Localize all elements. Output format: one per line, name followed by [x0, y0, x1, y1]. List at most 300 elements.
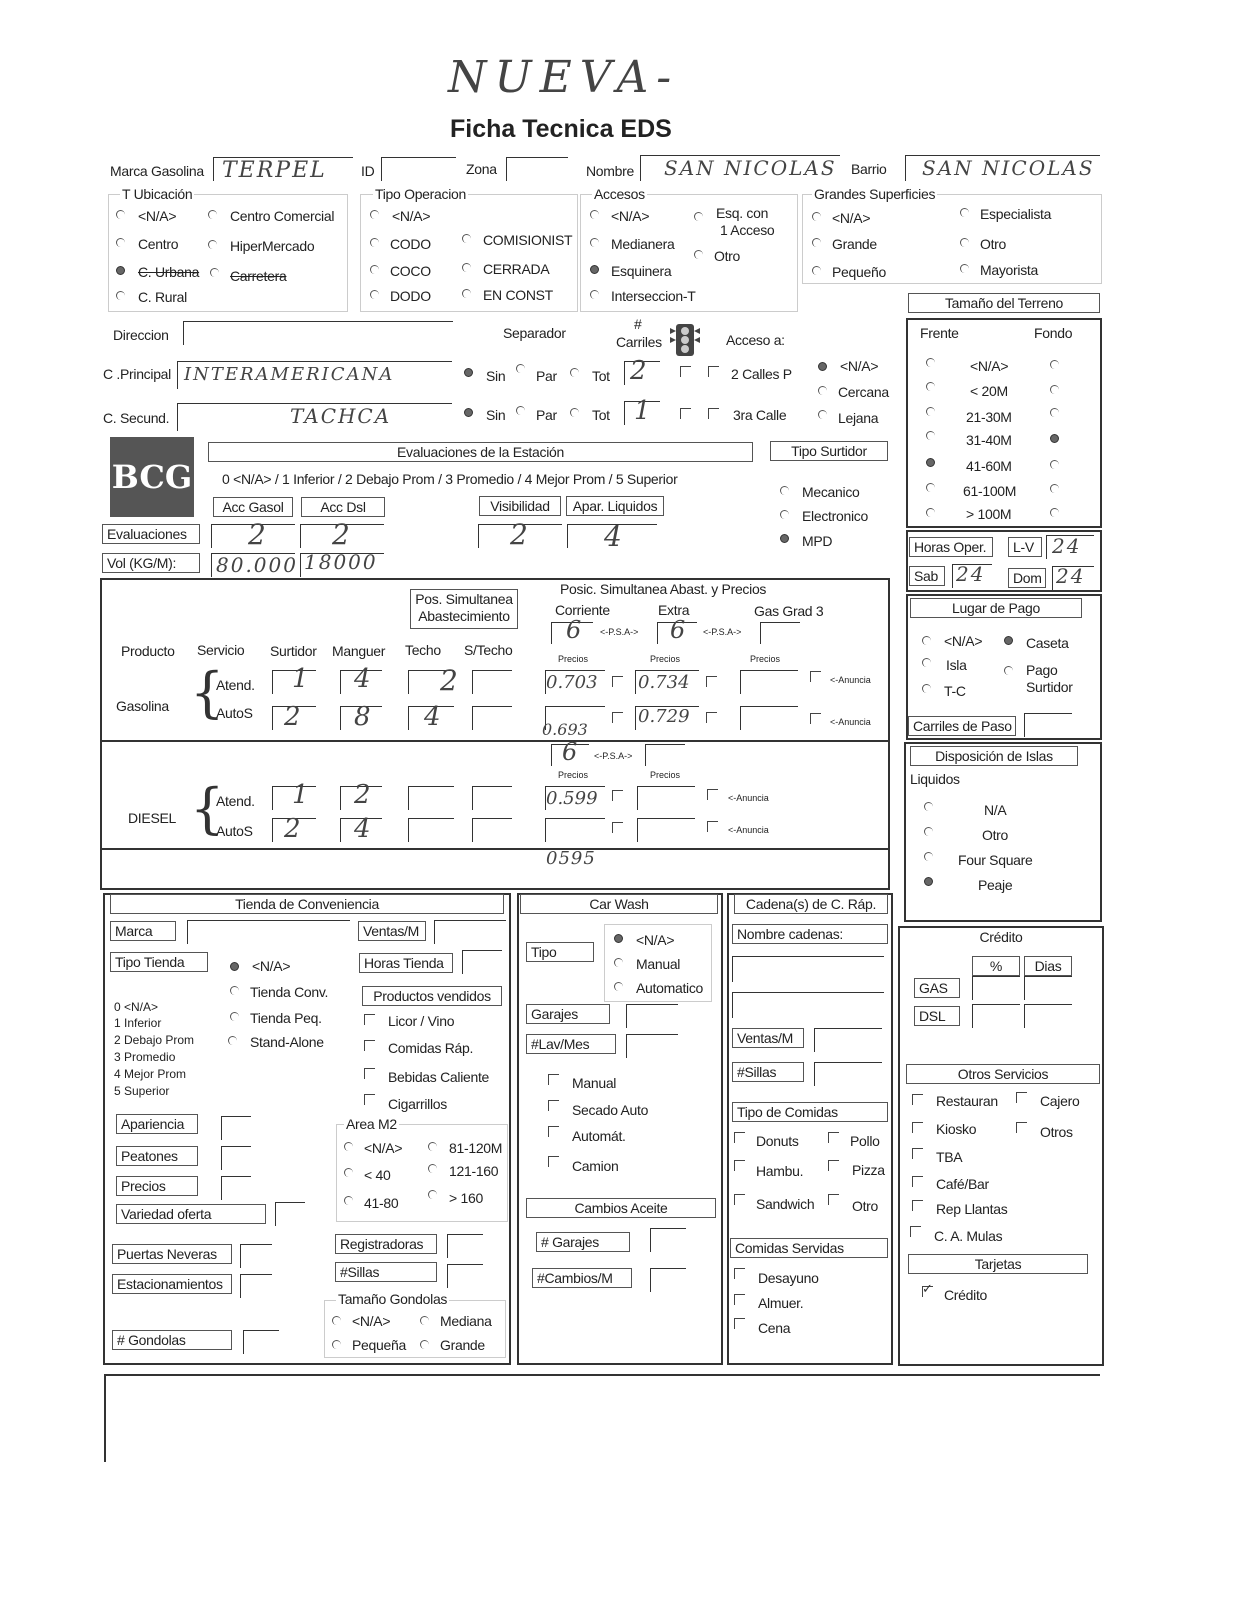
gas-atend-label: Atend.	[216, 677, 255, 693]
com-pizza-label: Pizza	[852, 1162, 885, 1178]
principal-par-radio[interactable]	[516, 364, 525, 373]
d-psa-value: 6	[562, 738, 580, 766]
calles2-check[interactable]	[708, 366, 719, 377]
calle3-check[interactable]	[708, 408, 719, 419]
sab-label: Sab	[909, 566, 945, 586]
anuncia-d-au-check[interactable]	[707, 821, 718, 832]
anuncia-gas-au-label: <-Anuncia	[830, 717, 871, 727]
p-grad-au-field[interactable]	[740, 706, 798, 730]
horas-tienda-field[interactable]	[462, 950, 502, 974]
com-otro-label: Otro	[852, 1198, 879, 1214]
peatones-label: Peatones	[116, 1146, 198, 1166]
cw-auto-radio[interactable]	[614, 982, 623, 991]
traffic-light-icon	[670, 322, 700, 358]
com-pollo-check[interactable]	[828, 1132, 839, 1143]
horas-tienda-label: Horas Tienda	[359, 953, 453, 973]
surt-electronico-radio[interactable]	[780, 510, 789, 519]
tt-peq-radio[interactable]	[230, 1012, 239, 1021]
notes-left-line	[104, 1374, 106, 1462]
ubic-hiper-label: HiperMercado	[230, 238, 315, 254]
otros-cafe-label: Café/Bar	[936, 1176, 989, 1192]
dom-label: Dom	[1008, 568, 1046, 588]
otros-kiosko-check[interactable]	[912, 1122, 923, 1133]
prod-bebidas-check[interactable]	[364, 1068, 375, 1079]
area-na-radio[interactable]	[344, 1142, 353, 1151]
cw-na-radio[interactable]	[614, 934, 623, 943]
terreno-title: Tamaño del Terreno	[908, 293, 1100, 313]
apariencia-label: Apariencia	[116, 1114, 198, 1134]
islas-four-label: Four Square	[958, 852, 1033, 868]
variedad-field[interactable]	[275, 1202, 305, 1226]
pago-title: Lugar de Pago	[910, 598, 1082, 618]
d-au-techo-field[interactable]	[408, 818, 454, 842]
puertas-label: Puertas Neveras	[112, 1244, 232, 1264]
gondolas-field[interactable]	[243, 1330, 279, 1354]
secund-label: C. Secund.	[103, 410, 170, 426]
op-codo-label: CODO	[390, 236, 431, 252]
op-dodo-label: DODO	[390, 288, 431, 304]
otros-cajero-check[interactable]	[1016, 1092, 1027, 1103]
p-grad-at-field[interactable]	[740, 670, 798, 694]
otros-llantas-check[interactable]	[912, 1200, 923, 1211]
frente-61100-radio[interactable]	[926, 483, 935, 492]
col-surtidor: Surtidor	[270, 643, 317, 659]
acc-medianera-radio[interactable]	[590, 238, 599, 247]
cadena-nombre-field-1[interactable]	[732, 956, 884, 982]
zona-label: Zona	[466, 161, 497, 177]
area-121-label: 121-160	[449, 1163, 499, 1179]
terreno-20-label: < 20M	[970, 383, 1008, 399]
g-at-stecho-field[interactable]	[472, 670, 512, 694]
p-extra-au-check[interactable]	[706, 712, 717, 723]
anuncia-gas-at-check[interactable]	[810, 671, 821, 682]
otros-restauran-check[interactable]	[912, 1094, 923, 1105]
direccion-field[interactable]	[183, 321, 453, 345]
pago-surtidor-label: Surtidor	[1026, 679, 1073, 695]
area-160-radio[interactable]	[428, 1190, 437, 1199]
acc-esq-label: Esq. con	[716, 205, 769, 221]
pos-sim-label	[410, 589, 518, 629]
frente-label: Frente	[920, 325, 959, 341]
tt-na-radio[interactable]	[230, 962, 239, 971]
prod-licor-label: Licor / Vino	[388, 1013, 455, 1029]
islas-otro-label: Otro	[982, 827, 1009, 843]
anuncia-d-at-check[interactable]	[707, 789, 718, 800]
pago-isla-radio[interactable]	[922, 658, 931, 667]
nombre-label: Nombre	[586, 163, 634, 179]
g-at-techo-value: 2	[440, 664, 460, 697]
gs-mayorista-radio[interactable]	[960, 264, 969, 273]
otros-cafe-check[interactable]	[912, 1176, 923, 1187]
anuncia-gas-au-check[interactable]	[810, 713, 821, 724]
g-at-surt-value: 1	[292, 664, 311, 694]
tt-na-label: <N/A>	[252, 958, 291, 974]
op-coco-label: COCO	[390, 263, 431, 279]
ubic-centro-radio[interactable]	[116, 238, 125, 247]
ubic-cc-label: Centro Comercial	[230, 208, 335, 224]
cw-lav-field[interactable]	[626, 1034, 678, 1058]
fondo-na-radio[interactable]	[1050, 360, 1059, 369]
ubicacion-title: T Ubicación	[122, 186, 193, 202]
prod-licor-check[interactable]	[364, 1014, 375, 1025]
producto-divider-1	[100, 740, 890, 742]
acc-esq-radio[interactable]	[694, 212, 703, 221]
n-cambios-field[interactable]	[650, 1268, 686, 1292]
gs-pequeno-radio[interactable]	[812, 266, 821, 275]
surtidor-title: Tipo Surtidor	[770, 441, 888, 461]
precios-field[interactable]	[221, 1176, 251, 1200]
prod-comidas-check[interactable]	[364, 1040, 375, 1051]
secund-carriles-value: 1	[634, 396, 653, 426]
operacion-title: Tipo Operacion	[375, 186, 466, 202]
op-coco-radio[interactable]	[370, 265, 379, 274]
pago-surtidor-radio[interactable]	[1004, 666, 1013, 675]
d-at-stecho-field[interactable]	[472, 786, 512, 810]
principal-par-label: Par	[536, 368, 557, 384]
tipo-tienda-label: Tipo Tienda	[110, 952, 208, 972]
otros-title: Otros Servicios	[906, 1064, 1100, 1084]
d-p-at-check[interactable]	[612, 790, 623, 801]
tienda-scale-5: 5 Superior	[114, 1084, 170, 1098]
tienda-sillas-field[interactable]	[447, 1264, 483, 1288]
d-p-au-check[interactable]	[612, 822, 623, 833]
acc-cercana-label: Cercana	[838, 384, 889, 400]
area-81-radio[interactable]	[428, 1142, 437, 1151]
handwritten-title: NUEVA-	[448, 52, 680, 103]
frente-3140-radio[interactable]	[926, 431, 935, 440]
gasolina-brace: {	[190, 661, 225, 724]
tienda-sillas-label: #Sillas	[335, 1262, 437, 1282]
surt-mpd-radio[interactable]	[780, 534, 789, 543]
serv-almuer-label: Almuer.	[758, 1295, 804, 1311]
servidas-label: Comidas Servidas	[730, 1238, 888, 1258]
credito-dsl-pct-field[interactable]	[972, 1004, 1020, 1028]
puertas-field[interactable]	[240, 1244, 272, 1268]
area-121-radio[interactable]	[428, 1164, 437, 1173]
tarjetas-title: Tarjetas	[908, 1254, 1088, 1274]
tienda-title: Tienda de Conveniencia	[110, 894, 504, 914]
acc-dsl-value: 2	[332, 518, 352, 551]
com-donuts-check[interactable]	[734, 1132, 745, 1143]
credito-title: Crédito	[979, 929, 1023, 945]
cw-garajes-label: Garajes	[526, 1004, 610, 1024]
cadena-sillas-field[interactable]	[814, 1062, 882, 1086]
acc-intersec-radio[interactable]	[590, 290, 599, 299]
principal-label: C .Principal	[103, 366, 171, 382]
ubic-cc-radio[interactable]	[208, 210, 217, 219]
g-au-stecho-field[interactable]	[472, 706, 512, 730]
principal-light-check[interactable]	[680, 366, 691, 377]
prod-cigarrillos-check[interactable]	[364, 1094, 375, 1105]
p-extra-at-check[interactable]	[706, 676, 717, 687]
credito-gas-pct-field[interactable]	[972, 976, 1020, 1000]
apar-label: Apar. Liquidos	[566, 496, 664, 516]
acc-cercana-radio[interactable]	[818, 386, 827, 395]
p-corr-at-check[interactable]	[612, 676, 623, 687]
secund-sin-radio[interactable]	[464, 408, 473, 417]
d-autos-label: AutoS	[216, 823, 253, 839]
terreno-61100-label: 61-100M	[963, 483, 1017, 499]
acc-otro-label: Otro	[714, 248, 741, 264]
tienda-scale-0: 0 <N/A>	[114, 1000, 159, 1014]
cw-camion-check[interactable]	[548, 1156, 559, 1167]
zona-field[interactable]	[506, 157, 568, 181]
fondo-4160-radio[interactable]	[1050, 460, 1059, 469]
tienda-ventas-label: Ventas/M	[358, 921, 426, 941]
notes-top-line	[104, 1374, 1100, 1376]
com-donuts-label: Donuts	[756, 1133, 799, 1149]
g-au-surt-value: 2	[284, 702, 303, 732]
acc-esquinera-radio[interactable]	[590, 265, 599, 274]
fondo-61100-radio[interactable]	[1050, 484, 1059, 493]
secund-par-label: Par	[536, 407, 557, 423]
ubic-na-label: <N/A>	[138, 208, 177, 224]
gond-na-label: <N/A>	[352, 1313, 391, 1329]
pago-tc-radio[interactable]	[922, 684, 931, 693]
acc-na-radio[interactable]	[590, 210, 599, 219]
frente-2130-radio[interactable]	[926, 407, 935, 416]
tipo-comidas-label: Tipo de Comidas	[732, 1102, 888, 1122]
fondo-3140-radio[interactable]	[1050, 434, 1059, 443]
apariencia-field[interactable]	[221, 1116, 251, 1140]
cw-camion-label: Camion	[572, 1158, 619, 1174]
precios-extra-label: Precios	[650, 654, 681, 664]
vol-gasol-value: 80.000	[216, 553, 298, 577]
cw-secado-check[interactable]	[548, 1100, 559, 1111]
gs-mayorista-label: Mayorista	[980, 262, 1038, 278]
islas-otro-radio[interactable]	[924, 827, 933, 836]
cw-automat-label: Automát.	[572, 1128, 626, 1144]
area-160-label: > 160	[449, 1190, 483, 1206]
op-na-radio[interactable]	[370, 210, 379, 219]
secund-tot-radio[interactable]	[570, 408, 579, 417]
area-title: Area M2	[346, 1116, 397, 1132]
g-at-mang-value: 4	[354, 664, 373, 694]
op-dodo-radio[interactable]	[370, 290, 379, 299]
n-garajes-field[interactable]	[650, 1228, 686, 1252]
gs-otro-radio[interactable]	[960, 238, 969, 247]
tt-stand-radio[interactable]	[228, 1036, 237, 1045]
frente-4160-radio[interactable]	[926, 458, 935, 467]
ubic-na-radio[interactable]	[116, 210, 125, 219]
tt-conv-radio[interactable]	[230, 986, 239, 995]
area-40-radio[interactable]	[344, 1168, 353, 1177]
col-producto: Producto	[121, 643, 175, 659]
pago-na-radio[interactable]	[922, 636, 931, 645]
serv-cena-check[interactable]	[734, 1318, 745, 1329]
grad-psa-field[interactable]	[760, 622, 800, 644]
otros-llantas-label: Rep Llantas	[936, 1201, 1008, 1217]
ubic-carretera-radio[interactable]	[210, 268, 219, 277]
d-psa-arrow: <-P.S.A->	[594, 751, 633, 761]
tienda-scale-1: 1 Inferior	[114, 1016, 162, 1030]
tienda-marca-field[interactable]	[187, 920, 350, 944]
precios-label: Precios	[116, 1176, 198, 1196]
cadena-nombre-field-2[interactable]	[732, 992, 884, 1018]
op-enconst-radio[interactable]	[462, 289, 471, 298]
calles2-label: 2 Calles P	[731, 366, 792, 382]
d-p-extra-at-field[interactable]	[637, 786, 695, 810]
id-label: ID	[361, 163, 375, 179]
otros-mulas-check[interactable]	[910, 1226, 921, 1237]
credito-gas-dias-field[interactable]	[1024, 976, 1072, 1000]
credito-dsl-label: DSL	[914, 1006, 960, 1026]
d-p-at-value: 0.599	[546, 788, 598, 809]
islas-na-radio[interactable]	[924, 802, 933, 811]
tt-stand-label: Stand-Alone	[250, 1034, 324, 1050]
serv-almuer-check[interactable]	[734, 1294, 745, 1305]
area-4180-radio[interactable]	[344, 1196, 353, 1205]
islas-peaje-radio[interactable]	[924, 877, 933, 886]
principal-value: INTERAMERICANA	[184, 364, 395, 385]
ubic-urbana-radio[interactable]	[116, 266, 125, 275]
fondo-2130-radio[interactable]	[1050, 408, 1059, 417]
g-au-techo-value: 4	[424, 702, 443, 732]
cw-na-label: <N/A>	[636, 932, 675, 948]
registradoras-label: Registradoras	[335, 1234, 437, 1254]
cadena-ventas-label: Ventas/M	[732, 1028, 804, 1048]
d-psa-extra-field[interactable]	[645, 744, 685, 766]
pos-sim-line2: Abastecimiento	[418, 608, 510, 624]
com-pizza-check[interactable]	[828, 1160, 839, 1171]
terreno-3140-label: 31-40M	[966, 432, 1012, 448]
p-corr-au-value: 0.693	[542, 720, 588, 739]
terreno-100-label: > 100M	[966, 506, 1012, 522]
serv-desayuno-check[interactable]	[734, 1268, 745, 1279]
extra-psa-arrow: <-P.S.A->	[703, 627, 742, 637]
d-p-extra-au-field[interactable]	[637, 818, 695, 842]
anuncia-d-at-label: <-Anuncia	[728, 793, 769, 803]
otros-tba-check[interactable]	[912, 1148, 923, 1159]
cw-automat-check[interactable]	[548, 1126, 559, 1137]
gond-grande-radio[interactable]	[420, 1340, 429, 1349]
acc-otro-radio[interactable]	[694, 250, 703, 259]
credito-dsl-dias-field[interactable]	[1024, 1004, 1072, 1028]
serv-desayuno-label: Desayuno	[758, 1270, 819, 1286]
secund-par-radio[interactable]	[516, 406, 525, 415]
gond-na-radio[interactable]	[332, 1316, 341, 1325]
barrio-value: SAN NICOLAS	[922, 156, 1095, 180]
gs-especialista-radio[interactable]	[960, 208, 969, 217]
d-p-au-field[interactable]	[545, 818, 605, 842]
estac-field[interactable]	[240, 1274, 272, 1298]
fondo-20-radio[interactable]	[1050, 385, 1059, 394]
apar-value: 4	[604, 520, 624, 553]
col-techo: Techo	[405, 642, 441, 658]
op-cerrada-radio[interactable]	[462, 263, 471, 272]
principal-tot-radio[interactable]	[570, 368, 579, 377]
d-atend-label: Atend.	[216, 793, 255, 809]
tienda-ventas-field[interactable]	[434, 920, 506, 944]
principal-carriles-value: 2	[630, 356, 649, 386]
anuncia-gas-at-label: <-Anuncia	[830, 675, 871, 685]
secund-light-check[interactable]	[680, 408, 691, 419]
direccion-label: Direccion	[113, 327, 169, 343]
d-au-stecho-field[interactable]	[472, 818, 512, 842]
gs-na-radio[interactable]	[812, 212, 821, 221]
op-codo-radio[interactable]	[370, 238, 379, 247]
peatones-field[interactable]	[221, 1146, 251, 1170]
tienda-scale-3: 3 Promedio	[114, 1050, 176, 1064]
tt-peq-label: Tienda Peq.	[250, 1010, 322, 1026]
posic-title: Posic. Simultanea Abast. y Precios	[560, 581, 767, 597]
acc-gasol-label: Acc Gasol	[213, 497, 293, 517]
otros-otros-check[interactable]	[1016, 1122, 1027, 1133]
p-corr-au-check[interactable]	[612, 712, 623, 723]
estac-label: Estacionamientos	[112, 1274, 232, 1294]
com-hambu-check[interactable]	[734, 1160, 745, 1171]
principal-sin-radio[interactable]	[464, 368, 473, 377]
gs-grande-radio[interactable]	[812, 238, 821, 247]
frente-20-radio[interactable]	[926, 382, 935, 391]
tienda-scale-2: 2 Debajo Prom	[114, 1033, 195, 1047]
islas-four-radio[interactable]	[924, 852, 933, 861]
carriles-paso-label: Carriles de Paso	[908, 716, 1016, 736]
gas-grad-label: Gas Grad 3	[754, 603, 824, 619]
surt-mecanico-radio[interactable]	[780, 486, 789, 495]
area-40-label: < 40	[364, 1167, 391, 1183]
fondo-100-radio[interactable]	[1050, 508, 1059, 517]
fondo-label: Fondo	[1034, 325, 1073, 341]
tarjetas-credito-check[interactable]	[922, 1286, 933, 1297]
carriles-hash: #	[634, 316, 642, 332]
frente-100-radio[interactable]	[926, 508, 935, 517]
acc-lejana-label: Lejana	[838, 410, 879, 426]
cadena-ventas-field[interactable]	[814, 1028, 882, 1052]
acc-medianera-label: Medianera	[611, 236, 675, 252]
gondolas-label: # Gondolas	[112, 1330, 232, 1350]
col-manguer: Manguer	[332, 643, 386, 659]
p-corr-at-value: 0.703	[546, 672, 598, 693]
eval-scale: 0 <N/A> / 1 Inferior / 2 Debajo Prom / 3 Promedio / 4 Mejor Prom / 5 Superior	[222, 471, 678, 487]
anuncia-d-au-label: <-Anuncia	[728, 825, 769, 835]
com-otro-check[interactable]	[828, 1194, 839, 1205]
com-sandwich-check[interactable]	[734, 1194, 745, 1205]
frente-na-radio[interactable]	[926, 358, 935, 367]
op-comisionist-radio[interactable]	[462, 234, 471, 243]
tt-conv-label: Tienda Conv.	[250, 984, 329, 1000]
gond-pequena-radio[interactable]	[332, 1340, 341, 1349]
p-extra-au-value: 0.729	[638, 706, 690, 727]
acceso-a-label: Acceso a:	[726, 332, 785, 348]
d-at-techo-field[interactable]	[408, 786, 454, 810]
cw-manual-radio[interactable]	[614, 958, 623, 967]
serv-cena-label: Cena	[758, 1320, 791, 1336]
acc-lejana-radio[interactable]	[818, 410, 827, 419]
cw-manual-check[interactable]	[548, 1074, 559, 1085]
registradoras-field[interactable]	[447, 1234, 483, 1258]
carriles-label: Carriles	[616, 334, 662, 350]
gond-mediana-radio[interactable]	[420, 1316, 429, 1325]
precios-corr-label: Precios	[558, 654, 589, 664]
area-4180-label: 41-80	[364, 1195, 399, 1211]
lv-label: L-V	[1008, 537, 1042, 557]
id-field[interactable]	[381, 157, 456, 181]
gs-grande-label: Grande	[832, 236, 877, 252]
page-title: Ficha Tecnica EDS	[450, 115, 672, 143]
otros-otros-label: Otros	[1040, 1124, 1073, 1140]
precios-grad-label: Precios	[750, 654, 781, 664]
secund-sin-label: Sin	[486, 407, 506, 423]
acc-na2-radio[interactable]	[818, 362, 827, 371]
carriles-paso-field[interactable]	[1024, 713, 1072, 737]
pago-caseta-radio[interactable]	[1004, 636, 1013, 645]
separador-label: Separador	[503, 325, 566, 341]
ubic-rural-radio[interactable]	[116, 291, 125, 300]
cw-garajes-field[interactable]	[626, 1004, 678, 1028]
extra-psa-value: 6	[670, 616, 688, 644]
ubic-hiper-radio[interactable]	[208, 240, 217, 249]
